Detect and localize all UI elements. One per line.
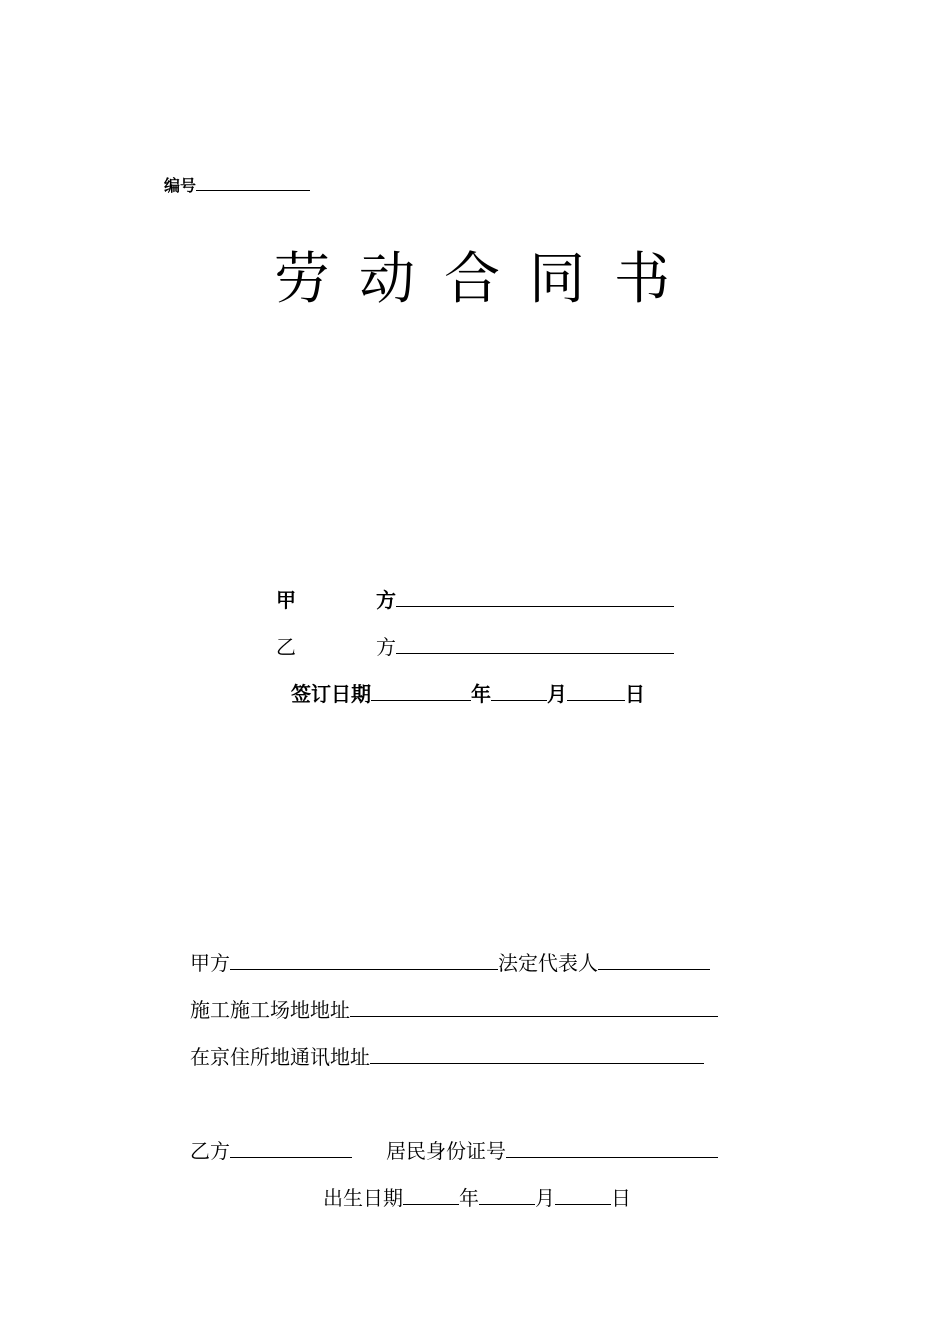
sign-month-blank[interactable] — [491, 699, 547, 701]
birth-month-blank[interactable] — [479, 1203, 535, 1205]
sign-year-blank[interactable] — [371, 699, 471, 701]
cover-party-b-label-1: 乙 — [276, 635, 296, 659]
id-number-blank[interactable] — [506, 1156, 718, 1158]
birth-date-label: 出生日期 — [323, 1186, 403, 1210]
document-title: 劳动合同书 — [274, 247, 699, 312]
info-party-a-row — [190, 953, 710, 973]
info-party-b-row — [190, 1141, 718, 1161]
birth-day-blank[interactable] — [555, 1203, 611, 1205]
cover-party-b-row — [276, 637, 674, 657]
sign-date-label: 签订日期 — [291, 682, 371, 706]
cover-party-a-label-2: 方 — [376, 588, 396, 612]
sign-day-label: 日 — [625, 682, 645, 706]
info-party-a-blank[interactable] — [230, 968, 498, 970]
cover-party-b-label-2: 方 — [376, 635, 396, 659]
site-address-row — [190, 1000, 718, 1020]
info-party-b-label: 乙方 — [190, 1139, 230, 1163]
birth-year-label: 年 — [459, 1186, 479, 1210]
id-number-label: 居民身份证号 — [386, 1139, 506, 1163]
sign-day-blank[interactable] — [567, 699, 625, 701]
info-party-b-blank[interactable] — [230, 1156, 352, 1158]
sign-date-row — [291, 684, 645, 704]
sign-year-label: 年 — [471, 682, 491, 706]
sign-month-label: 月 — [547, 682, 567, 706]
cover-party-b-blank[interactable] — [396, 652, 674, 654]
beijing-address-label: 在京住所地通讯地址 — [190, 1045, 370, 1069]
site-address-blank[interactable] — [350, 1015, 718, 1017]
birth-date-row — [323, 1188, 631, 1208]
beijing-address-blank[interactable] — [370, 1062, 704, 1064]
contract-number-label: 编号 — [164, 176, 197, 195]
birth-year-blank[interactable] — [403, 1203, 459, 1205]
site-address-label: 施工施工场地地址 — [190, 998, 350, 1022]
info-party-a-label: 甲方 — [190, 951, 230, 975]
birth-day-label: 日 — [611, 1186, 631, 1210]
contract-number-field — [164, 178, 310, 194]
legal-rep-label: 法定代表人 — [498, 951, 598, 975]
legal-rep-blank[interactable] — [598, 968, 710, 970]
cover-party-a-label-1: 甲 — [276, 588, 296, 612]
birth-month-label: 月 — [535, 1186, 555, 1210]
cover-party-a-blank[interactable] — [396, 605, 674, 607]
contract-number-blank[interactable] — [196, 189, 310, 191]
cover-party-a-row — [276, 590, 674, 610]
beijing-address-row — [190, 1047, 704, 1067]
